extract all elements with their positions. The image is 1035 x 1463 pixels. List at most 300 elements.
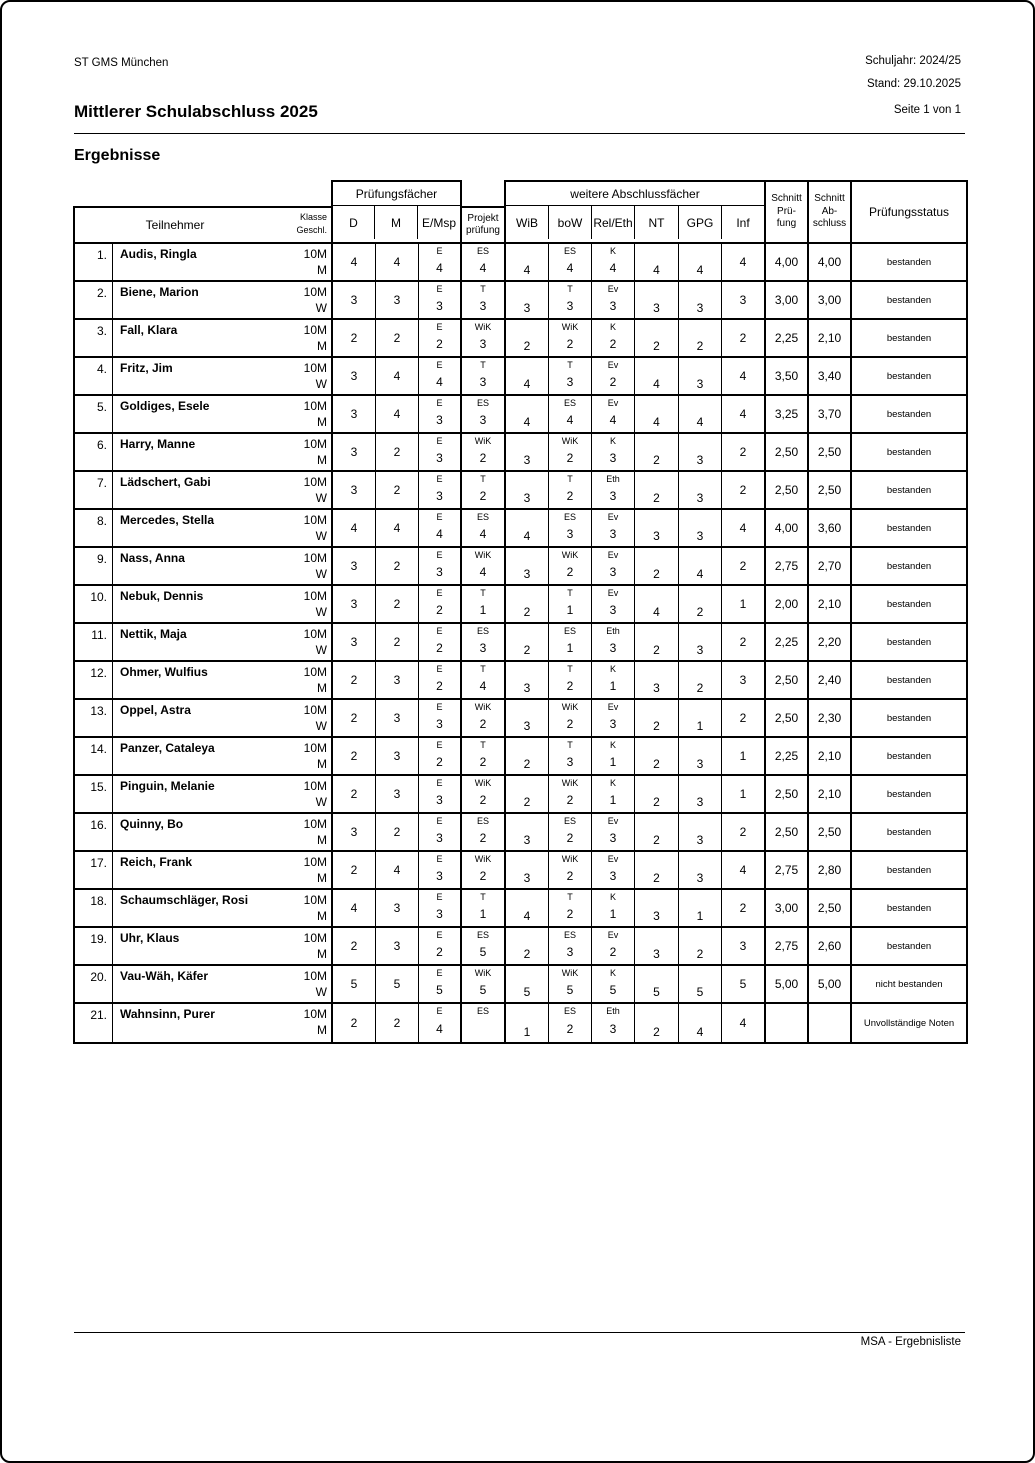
col-d-label: D <box>333 206 375 239</box>
participant-name: Audis, Ringla <box>120 247 197 261</box>
status-cell: bestanden <box>852 624 966 662</box>
header-group-weitere-abschlussfaecher <box>504 180 766 244</box>
subject-short-label: K <box>609 740 616 750</box>
grade-value: 3 <box>436 564 443 579</box>
grade-value: 3 <box>609 488 617 503</box>
grade-releth-cell <box>592 396 635 434</box>
grade-inf-cell: 1 <box>722 586 766 624</box>
status-cell: bestanden <box>852 852 966 890</box>
grade-bow-cell <box>549 1004 592 1042</box>
subject-short-label: T <box>480 474 486 484</box>
grade-value: 4 <box>609 260 617 275</box>
grade-m-cell: 3 <box>376 662 419 700</box>
grade-bow-cell <box>549 624 592 662</box>
grade-emsp-cell <box>419 928 462 966</box>
participant-klasse: 10M <box>303 703 327 717</box>
avg-abschluss-cell: 2,50 <box>809 814 852 852</box>
row-number-cell: 11. <box>75 624 113 662</box>
avg-pruefung-cell: 3,25 <box>766 396 809 434</box>
grade-inf-cell: 4 <box>722 510 766 548</box>
avg-pruefung-cell: 3,00 <box>766 282 809 320</box>
grade-projekt-cell <box>462 662 506 700</box>
avg-abschluss-cell: 2,10 <box>809 586 852 624</box>
subject-short-label: K <box>609 322 616 332</box>
grade-value: 3 <box>566 754 574 769</box>
grade-m-cell: 2 <box>376 434 419 472</box>
participant-klasse: 10M <box>303 399 327 413</box>
participant-klasse: 10M <box>303 779 327 793</box>
grade-value: 3 <box>609 716 617 731</box>
grade-releth-cell <box>592 624 635 662</box>
grade-m-cell: 4 <box>376 852 419 890</box>
grade-projekt-cell <box>462 510 506 548</box>
grade-value: 4 <box>609 412 617 427</box>
avg-abschluss-cell: 2,70 <box>809 548 852 586</box>
grade-value: 2 <box>436 602 443 617</box>
grade-gpg-cell: 4 <box>679 244 722 282</box>
grade-d-cell: 2 <box>333 700 376 738</box>
participant-name: Oppel, Astra <box>120 703 191 717</box>
grade-bow-cell <box>549 814 592 852</box>
grade-nt-cell: 2 <box>635 320 679 358</box>
subject-short-label: ES <box>476 626 489 636</box>
participant-klasse: 10M <box>303 969 327 983</box>
header-schnitt-pruefung: Schnitt Prü- fung <box>764 180 809 244</box>
grade-m-cell: 4 <box>376 244 419 282</box>
grade-releth-cell <box>592 928 635 966</box>
participant-geschlecht: W <box>315 377 327 391</box>
grade-inf-cell: 3 <box>722 928 766 966</box>
grade-nt-cell: 2 <box>635 700 679 738</box>
grade-emsp-cell <box>419 320 462 358</box>
status-cell: nicht bestanden <box>852 966 966 1004</box>
participant-cell <box>113 358 333 396</box>
grade-value: 2 <box>566 868 574 883</box>
avg-abschluss-cell: 2,20 <box>809 624 852 662</box>
grade-gpg-cell: 2 <box>679 928 722 966</box>
participant-name: Schaumschläger, Rosi <box>120 893 249 907</box>
subject-short-label: E <box>436 360 443 370</box>
subject-short-label: T <box>480 740 486 750</box>
subject-short-label: E <box>436 284 443 294</box>
row-number-cell: 16. <box>75 814 113 852</box>
participant-geschlecht: M <box>317 909 327 923</box>
participant-geschlecht: M <box>317 833 327 847</box>
subject-short-label: Ev <box>607 930 619 940</box>
subject-short-label: ES <box>563 512 576 522</box>
grade-gpg-cell: 4 <box>679 396 722 434</box>
participant-klasse: 10M <box>303 817 327 831</box>
subject-short-label: E <box>436 322 443 332</box>
status-cell: bestanden <box>852 928 966 966</box>
subject-short-label: WiK <box>561 550 579 560</box>
status-cell: bestanden <box>852 244 966 282</box>
status-cell: bestanden <box>852 738 966 776</box>
participant-name: Uhr, Klaus <box>120 931 180 945</box>
subject-short-label: WiK <box>561 854 579 864</box>
grade-emsp-cell <box>419 776 462 814</box>
grade-bow-cell <box>549 434 592 472</box>
participant-name: Panzer, Cataleya <box>120 741 215 755</box>
subject-short-label: K <box>609 892 616 902</box>
subject-short-label: E <box>436 816 443 826</box>
avg-abschluss-cell: 2,50 <box>809 890 852 928</box>
grade-emsp-cell <box>419 890 462 928</box>
grade-emsp-cell <box>419 282 462 320</box>
grade-wib-cell: 1 <box>506 1004 549 1042</box>
grade-releth-cell <box>592 662 635 700</box>
subject-short-label: ES <box>476 816 489 826</box>
participant-name: Fall, Klara <box>120 323 178 337</box>
grade-nt-cell: 2 <box>635 548 679 586</box>
subject-short-label: E <box>436 930 443 940</box>
grade-projekt-cell <box>462 624 506 662</box>
avg-abschluss-cell: 2,50 <box>809 472 852 510</box>
grade-wib-cell: 5 <box>506 966 549 1004</box>
row-number-cell: 9. <box>75 548 113 586</box>
participant-geschlecht: W <box>315 491 327 505</box>
row-number-cell: 4. <box>75 358 113 396</box>
grade-wib-cell: 3 <box>506 814 549 852</box>
grade-value: 2 <box>566 678 574 693</box>
grade-m-cell: 4 <box>376 358 419 396</box>
subject-short-label: Ev <box>607 816 619 826</box>
participant-geschlecht: M <box>317 947 327 961</box>
avg-abschluss-cell: 2,10 <box>809 738 852 776</box>
grade-m-cell: 3 <box>376 738 419 776</box>
subject-short-label: E <box>436 436 443 446</box>
avg-pruefung-cell: 3,50 <box>766 358 809 396</box>
grade-gpg-cell: 2 <box>679 586 722 624</box>
subject-short-label: E <box>436 702 443 712</box>
grade-value: 3 <box>609 868 617 883</box>
grade-releth-cell <box>592 244 635 282</box>
grade-m-cell: 5 <box>376 966 419 1004</box>
grade-nt-cell: 3 <box>635 662 679 700</box>
participant-cell <box>113 890 333 928</box>
participant-klasse: 10M <box>303 475 327 489</box>
grade-wib-cell: 2 <box>506 928 549 966</box>
participant-geschlecht: W <box>315 719 327 733</box>
grade-bow-cell <box>549 852 592 890</box>
participant-klasse: 10M <box>303 931 327 945</box>
grade-value: 3 <box>436 792 443 807</box>
grade-value: 2 <box>609 374 617 389</box>
participant-cell <box>113 700 333 738</box>
subject-short-label: ES <box>563 626 576 636</box>
participant-cell <box>113 624 333 662</box>
subject-short-label: Eth <box>606 1006 620 1016</box>
status-cell: bestanden <box>852 510 966 548</box>
grade-releth-cell <box>592 510 635 548</box>
row-number-cell: 17. <box>75 852 113 890</box>
grade-d-cell: 3 <box>333 548 376 586</box>
header-teilnehmer <box>73 206 333 244</box>
grade-value: 3 <box>609 450 617 465</box>
grade-inf-cell: 2 <box>722 548 766 586</box>
grade-value: 4 <box>479 678 487 693</box>
avg-pruefung-cell: 2,25 <box>766 320 809 358</box>
avg-pruefung-cell: 2,50 <box>766 472 809 510</box>
grade-gpg-cell: 3 <box>679 814 722 852</box>
subject-short-label: E <box>436 512 443 522</box>
subject-short-label: T <box>567 588 573 598</box>
participant-name: Fritz, Jim <box>120 361 173 375</box>
grade-nt-cell: 2 <box>635 624 679 662</box>
participant-cell <box>113 282 333 320</box>
grade-value: 4 <box>479 260 487 275</box>
grade-d-cell: 2 <box>333 320 376 358</box>
row-number-cell: 14. <box>75 738 113 776</box>
subject-short-label: WiK <box>561 778 579 788</box>
status-cell: bestanden <box>852 814 966 852</box>
header-divider <box>74 133 965 134</box>
grade-gpg-cell: 2 <box>679 320 722 358</box>
subject-short-label: Ev <box>607 398 619 408</box>
grade-value: 5 <box>609 982 617 997</box>
grade-value: 1 <box>566 640 574 655</box>
grade-inf-cell: 5 <box>722 966 766 1004</box>
avg-abschluss-cell: 3,70 <box>809 396 852 434</box>
grade-inf-cell: 3 <box>722 662 766 700</box>
grade-releth-cell <box>592 472 635 510</box>
grade-wib-cell: 3 <box>506 472 549 510</box>
grade-value: 1 <box>479 906 487 921</box>
grade-nt-cell: 5 <box>635 966 679 1004</box>
grade-wib-cell: 2 <box>506 624 549 662</box>
subject-short-label: WiK <box>561 702 579 712</box>
grade-nt-cell: 2 <box>635 472 679 510</box>
col-inf-label: Inf <box>736 215 750 230</box>
subject-short-label: Ev <box>607 702 619 712</box>
header-projektpruefung: Projekt prüfung <box>460 206 506 244</box>
participant-name: Nettik, Maja <box>120 627 187 641</box>
participant-cell <box>113 928 333 966</box>
grade-emsp-cell <box>419 738 462 776</box>
grade-emsp-cell <box>419 662 462 700</box>
status-cell: bestanden <box>852 776 966 814</box>
participant-cell <box>113 738 333 776</box>
grade-value: 3 <box>436 868 443 883</box>
grade-inf-cell: 4 <box>722 244 766 282</box>
grade-nt-cell: 3 <box>635 928 679 966</box>
subject-short-label: E <box>436 588 443 598</box>
grade-gpg-cell: 3 <box>679 358 722 396</box>
grade-inf-cell: 2 <box>722 700 766 738</box>
grade-gpg-cell: 4 <box>679 548 722 586</box>
grade-inf-cell: 2 <box>722 624 766 662</box>
participant-name: Pinguin, Melanie <box>120 779 215 793</box>
grade-gpg-cell: 3 <box>679 282 722 320</box>
participant-cell <box>113 510 333 548</box>
grade-value: 3 <box>609 602 617 617</box>
grade-bow-cell <box>549 320 592 358</box>
grade-value: 3 <box>479 412 487 427</box>
participant-geschlecht: M <box>317 757 327 771</box>
header-schnitt-abschluss: Schnitt Ab- schluss <box>807 180 852 244</box>
participant-name: Reich, Frank <box>120 855 193 869</box>
grade-value: 5 <box>436 982 443 997</box>
grade-gpg-cell: 1 <box>679 700 722 738</box>
grade-wib-cell: 4 <box>506 396 549 434</box>
grade-projekt-cell <box>462 472 506 510</box>
grade-value: 1 <box>479 602 487 617</box>
grade-releth-cell <box>592 586 635 624</box>
col-m-label: M <box>375 206 418 239</box>
grade-gpg-cell: 4 <box>679 1004 722 1042</box>
subject-short-label: Eth <box>606 474 620 484</box>
grade-d-cell: 4 <box>333 890 376 928</box>
grade-value: 2 <box>479 868 487 883</box>
row-number-cell: 8. <box>75 510 113 548</box>
subject-short-label: T <box>480 284 486 294</box>
participant-klasse: 10M <box>303 361 327 375</box>
grade-projekt-cell <box>462 282 506 320</box>
participant-klasse: 10M <box>303 627 327 641</box>
participant-klasse: 10M <box>303 665 327 679</box>
avg-abschluss-cell: 3,00 <box>809 282 852 320</box>
grade-value: 3 <box>436 906 443 921</box>
row-number-cell: 3. <box>75 320 113 358</box>
row-number-cell: 13. <box>75 700 113 738</box>
avg-abschluss-cell: 4,00 <box>809 244 852 282</box>
avg-pruefung-cell: 4,00 <box>766 510 809 548</box>
grade-releth-cell <box>592 890 635 928</box>
grade-projekt-cell <box>462 890 506 928</box>
grade-releth-cell <box>592 814 635 852</box>
grade-value: 2 <box>479 792 487 807</box>
grade-wib-cell: 3 <box>506 548 549 586</box>
subject-short-label: K <box>609 778 616 788</box>
subject-short-label: E <box>436 626 443 636</box>
grade-releth-cell <box>592 776 635 814</box>
grade-value: 2 <box>566 564 574 579</box>
grade-m-cell: 2 <box>376 320 419 358</box>
avg-abschluss-cell: 2,30 <box>809 700 852 738</box>
grade-m-cell: 3 <box>376 776 419 814</box>
grade-inf-cell: 2 <box>722 814 766 852</box>
grade-projekt-cell <box>462 700 506 738</box>
grade-projekt-cell <box>462 852 506 890</box>
grade-value: 3 <box>609 1021 617 1036</box>
report-title: Mittlerer Schulabschluss 2025 <box>74 102 318 121</box>
grade-nt-cell: 4 <box>635 396 679 434</box>
participant-cell <box>113 472 333 510</box>
subject-short-label: Ev <box>607 854 619 864</box>
row-number-cell: 6. <box>75 434 113 472</box>
grade-releth-cell <box>592 548 635 586</box>
subject-short-label: ES <box>563 1006 576 1016</box>
row-number-cell: 20. <box>75 966 113 1004</box>
grade-inf-cell: 2 <box>722 320 766 358</box>
grade-value: 2 <box>479 716 487 731</box>
grade-wib-cell: 4 <box>506 244 549 282</box>
grade-bow-cell <box>549 662 592 700</box>
grade-projekt-cell <box>462 320 506 358</box>
report-date: Stand: 29.10.2025 <box>867 78 961 90</box>
grade-value: 4 <box>436 374 443 389</box>
grade-value: 2 <box>479 830 487 845</box>
grade-value: 3 <box>566 944 574 959</box>
grade-value: 2 <box>479 488 487 503</box>
subject-short-label: Eth <box>606 626 620 636</box>
grade-gpg-cell: 3 <box>679 776 722 814</box>
subject-short-label: WiK <box>474 854 492 864</box>
participant-geschlecht: W <box>315 567 327 581</box>
grade-d-cell: 3 <box>333 624 376 662</box>
grade-nt-cell: 3 <box>635 890 679 928</box>
grade-m-cell: 2 <box>376 1004 419 1042</box>
participant-name: Wahnsinn, Purer <box>120 1007 215 1021</box>
subject-short-label: E <box>436 740 443 750</box>
grade-emsp-cell <box>419 966 462 1004</box>
grade-m-cell: 4 <box>376 396 419 434</box>
grade-inf-cell: 4 <box>722 852 766 890</box>
grade-releth-cell <box>592 700 635 738</box>
avg-abschluss-cell: 3,60 <box>809 510 852 548</box>
participant-name: Nebuk, Dennis <box>120 589 204 603</box>
subject-short-label: T <box>480 588 486 598</box>
subject-short-label: Ev <box>607 360 619 370</box>
avg-pruefung-cell: 2,50 <box>766 776 809 814</box>
row-number-cell: 2. <box>75 282 113 320</box>
grade-m-cell: 2 <box>376 472 419 510</box>
participant-geschlecht: M <box>317 339 327 353</box>
grade-emsp-cell <box>419 510 462 548</box>
avg-pruefung-cell: 3,00 <box>766 890 809 928</box>
grade-projekt-cell <box>462 434 506 472</box>
avg-pruefung-cell: 5,00 <box>766 966 809 1004</box>
avg-abschluss-cell: 2,50 <box>809 434 852 472</box>
subject-short-label: K <box>609 246 616 256</box>
grade-value: 2 <box>566 906 574 921</box>
grade-releth-cell <box>592 738 635 776</box>
subject-short-label: ES <box>476 930 489 940</box>
grade-gpg-cell: 3 <box>679 852 722 890</box>
grade-m-cell: 2 <box>376 586 419 624</box>
status-cell: bestanden <box>852 700 966 738</box>
grade-value: 1 <box>609 754 617 769</box>
grade-projekt-cell <box>462 586 506 624</box>
avg-abschluss-cell: 2,10 <box>809 776 852 814</box>
grade-gpg-cell: 2 <box>679 662 722 700</box>
grade-value: 2 <box>479 450 487 465</box>
subject-short-label: E <box>436 778 443 788</box>
participant-cell <box>113 548 333 586</box>
grade-nt-cell: 3 <box>635 510 679 548</box>
grade-inf-cell: 2 <box>722 472 766 510</box>
grade-m-cell: 3 <box>376 282 419 320</box>
participant-cell <box>113 776 333 814</box>
participant-klasse: 10M <box>303 513 327 527</box>
participant-cell <box>113 434 333 472</box>
grade-value: 5 <box>479 982 487 997</box>
status-cell: Unvollständige Noten <box>863 1017 955 1029</box>
row-number-cell: 12. <box>75 662 113 700</box>
grade-projekt-cell <box>462 928 506 966</box>
status-cell: bestanden <box>852 396 966 434</box>
avg-pruefung-cell: 2,50 <box>766 700 809 738</box>
subject-short-label: T <box>567 284 573 294</box>
avg-abschluss-cell: 2,40 <box>809 662 852 700</box>
grade-m-cell: 3 <box>376 700 419 738</box>
grade-wib-cell: 2 <box>506 320 549 358</box>
row-number-cell: 21. <box>75 1004 113 1042</box>
participant-cell <box>113 662 333 700</box>
grade-bow-cell <box>549 586 592 624</box>
grade-emsp-cell <box>419 396 462 434</box>
participant-klasse: 10M <box>303 741 327 755</box>
